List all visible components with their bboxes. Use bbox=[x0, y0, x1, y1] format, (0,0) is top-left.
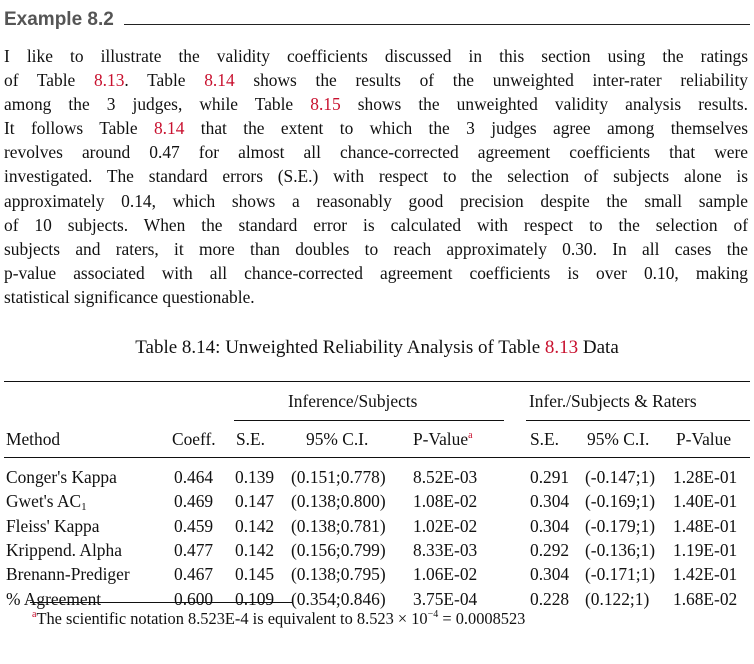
cell-pvalue: 8.33E-03 bbox=[413, 539, 478, 560]
table-caption bbox=[0, 336, 754, 360]
cell-method: % Agreement bbox=[6, 588, 102, 609]
cell-se2: 0.304 bbox=[530, 564, 570, 585]
paragraph-text: of Table bbox=[4, 70, 94, 91]
cell-ci2: (0.122;1) bbox=[585, 588, 650, 609]
paragraph-line bbox=[4, 92, 748, 116]
paragraph-text: p-value associated with all chance-corrected agreement coefficients is over 0.10, making bbox=[4, 262, 748, 283]
header-ci2: 95% C.I. bbox=[587, 429, 650, 449]
header-ci: 95% C.I. bbox=[306, 429, 369, 449]
paragraph-text: approximately 0.14, which shows a reasonably good precision despite the small sample bbox=[4, 190, 748, 211]
paragraph-line bbox=[4, 116, 748, 140]
cell-coeff: 0.600 bbox=[174, 588, 214, 609]
cell-method: Conger's Kappa bbox=[6, 467, 117, 487]
header-se2: S.E. bbox=[530, 429, 559, 449]
paragraph-line bbox=[4, 140, 748, 164]
cell-ci2: (-0.169;1) bbox=[585, 491, 656, 512]
cell-ci: (0.354;0.846) bbox=[291, 588, 386, 609]
group-rule-raters bbox=[526, 420, 750, 421]
table-ref-link[interactable]: 8.14 bbox=[204, 70, 235, 91]
cell-ci2: (-0.147;1) bbox=[585, 467, 656, 487]
paragraph-line bbox=[4, 213, 748, 237]
paragraph-line bbox=[4, 44, 748, 68]
paragraph-text: investigated. The standard errors (S.E.) with respect to the selection of subjects alone is bbox=[4, 166, 748, 187]
paragraph-text: shows the unweighted validity analysis results. bbox=[340, 94, 748, 115]
cell-se2: 0.304 bbox=[530, 515, 570, 536]
cell-ci2: (-0.171;1) bbox=[585, 564, 656, 585]
header-pvalue-footnote-mark[interactable]: a bbox=[468, 430, 473, 441]
group-header-subjects: Inference/Subjects bbox=[288, 391, 418, 411]
cell-pvalue2: 1.48E-01 bbox=[673, 515, 738, 536]
cell-se: 0.109 bbox=[235, 588, 275, 609]
cell-method: Gwet's $AC_1$ bbox=[6, 491, 87, 514]
paragraph-line bbox=[4, 68, 748, 92]
paragraph-line bbox=[4, 164, 748, 188]
cell-ci2: (-0.179;1) bbox=[585, 515, 656, 536]
footnote-mark: a bbox=[32, 609, 37, 620]
cell-pvalue2: 1.68E-02 bbox=[673, 588, 738, 609]
footnote bbox=[32, 607, 525, 631]
cell-se: 0.147 bbox=[235, 491, 275, 512]
paragraph-text: statistical significance questionable. bbox=[4, 286, 255, 307]
cell-pvalue2: 1.40E-01 bbox=[673, 491, 738, 512]
paragraph-text: subjects and raters, it more than doubles to reach approximately 0.30. In all cases the bbox=[4, 238, 748, 259]
example-title: Example 8.2 bbox=[4, 9, 114, 30]
table-ref-link[interactable]: 8.14 bbox=[153, 118, 185, 139]
paragraph-line bbox=[4, 189, 748, 213]
cell-se: 0.145 bbox=[235, 564, 275, 585]
cell-coeff: 0.464 bbox=[174, 467, 214, 487]
cell-pvalue2: 1.28E-01 bbox=[673, 467, 738, 487]
cell-pvalue: 1.02E-02 bbox=[413, 515, 478, 536]
cell-se2: 0.291 bbox=[530, 467, 570, 487]
header-pvalue2: P-Value bbox=[676, 429, 732, 449]
table-header-rule bbox=[4, 457, 750, 458]
group-header-raters: Infer./Subjects & Raters bbox=[529, 391, 697, 411]
table-top-rule bbox=[4, 381, 750, 382]
paragraph-text: shows the results of the unweighted inter-rater reliability bbox=[234, 70, 749, 91]
footnote-text-after: = 0.0008523 bbox=[438, 609, 526, 628]
paragraph-text: of 10 subjects. When the standard error is calculated with respect to the selection of bbox=[4, 214, 748, 235]
header-se: S.E. bbox=[236, 429, 265, 449]
table-ref-link[interactable]: 8.13 bbox=[93, 70, 125, 91]
header-pvalue: P-Value$^a$ bbox=[413, 429, 473, 449]
paragraph-text: among the 3 judges, while Table bbox=[4, 94, 311, 115]
cell-pvalue: 1.08E-02 bbox=[413, 491, 478, 512]
cell-method: Fleiss' Kappa bbox=[6, 515, 100, 536]
caption-prefix: Table 8.14: Unweighted Reliability Analysis of Table bbox=[135, 337, 545, 358]
cell-se2: 0.292 bbox=[530, 539, 570, 560]
cell-se: 0.142 bbox=[235, 539, 275, 560]
footnote-rule bbox=[30, 602, 292, 603]
paragraph-line bbox=[4, 261, 748, 285]
paragraph-text: . Table bbox=[124, 70, 205, 91]
table-ref-link[interactable]: 8.15 bbox=[310, 94, 341, 115]
cell-se: 0.139 bbox=[235, 467, 275, 487]
paragraph-line bbox=[4, 237, 748, 261]
cell-se2: 0.228 bbox=[530, 588, 570, 609]
cell-coeff: 0.467 bbox=[174, 564, 214, 585]
footnote-exponent: −4 bbox=[427, 609, 439, 620]
paragraph-line bbox=[4, 285, 748, 309]
cell-pvalue: 1.06E-02 bbox=[413, 564, 478, 585]
paragraph-text: that the extent to which the 3 judges agree among themselves bbox=[184, 118, 748, 139]
cell-ci: (0.156;0.799) bbox=[291, 539, 386, 560]
group-rule-subjects bbox=[234, 420, 504, 421]
cell-ci: (0.138;0.800) bbox=[291, 491, 386, 512]
footnote-text-before: The scientific notation 8.523E-4 is equivalent to 8.523 × 10 bbox=[36, 609, 428, 628]
cell-ci: (0.138;0.781) bbox=[291, 515, 386, 536]
cell-coeff: 0.477 bbox=[174, 539, 214, 560]
cell-coeff: 0.459 bbox=[174, 515, 214, 536]
cell-ci2: (-0.136;1) bbox=[585, 539, 656, 560]
header-method: Method bbox=[6, 429, 61, 449]
example-header bbox=[4, 6, 750, 34]
caption-suffix: Data bbox=[578, 337, 619, 358]
cell-ci: (0.151;0.778) bbox=[291, 467, 386, 487]
example-rule bbox=[124, 24, 750, 25]
cell-method: Brenann-Prediger bbox=[6, 564, 130, 585]
cell-method: Krippend. Alpha bbox=[6, 539, 122, 560]
cell-se2: 0.304 bbox=[530, 491, 570, 512]
body-paragraph bbox=[4, 44, 748, 309]
cell-pvalue2: 1.42E-01 bbox=[673, 564, 738, 585]
cell-se: 0.142 bbox=[235, 515, 275, 536]
paragraph-text: revolves around 0.47 for almost all chance-corrected agreement coefficients that were bbox=[4, 142, 748, 163]
cell-coeff: 0.469 bbox=[174, 491, 214, 512]
cell-pvalue: 3.75E-04 bbox=[413, 588, 478, 609]
paragraph-text: I like to illustrate the validity coefficients discussed in this section using the ratings bbox=[4, 46, 748, 66]
cell-pvalue2: 1.19E-01 bbox=[673, 539, 738, 560]
caption-table-ref-link[interactable]: 8.13 bbox=[544, 337, 579, 358]
header-coeff: Coeff. bbox=[172, 429, 216, 449]
cell-pvalue: 8.52E-03 bbox=[413, 467, 478, 487]
cell-ci: (0.138;0.795) bbox=[291, 564, 386, 585]
paragraph-text: It follows Table bbox=[4, 118, 154, 139]
